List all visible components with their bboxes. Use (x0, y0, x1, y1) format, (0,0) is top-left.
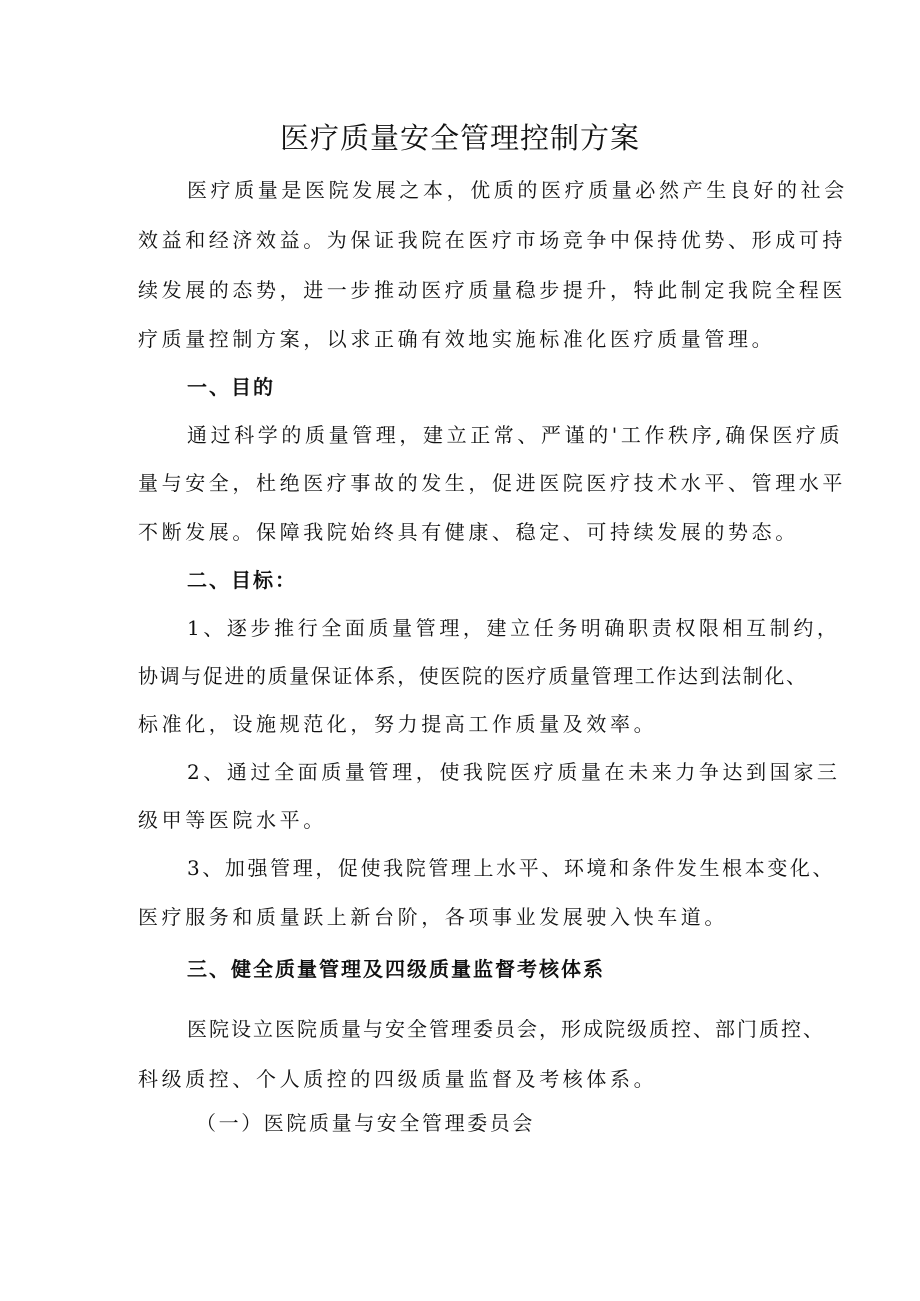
section-1-line-3: 不断发展。保障我院始终具有健康、稳定、可持续发展的势态。 (138, 520, 799, 544)
section-1-line-2: 量与安全，杜绝医疗事故的发生，促进医院医疗技术水平、管理水平 (138, 471, 846, 495)
intro-line-3: 续发展的态势，进一步推动医疗质量稳步提升，特此制定我院全程医 (138, 278, 846, 302)
section-2-item-1-line-2: 协调与促进的质量保证体系，使医院的医疗质量管理工作达到法制化、 (138, 664, 808, 688)
section-1-heading: 一、目的 (187, 375, 275, 399)
section-3-heading: 三、健全质量管理及四级质量监督考核体系 (187, 957, 605, 981)
intro-line-2: 效益和经济效益。为保证我院在医疗市场竞争中保持优势、形成可持 (138, 228, 846, 252)
section-2-item-2-line-2: 级甲等医院水平。 (138, 808, 327, 832)
intro-line-4: 疗质量控制方案，以求正确有效地实施标准化医疗质量管理。 (138, 327, 776, 351)
section-2-item-3-line-1: 3、加强管理，促使我院管理上水平、环境和条件发生根本变化、 (187, 856, 836, 880)
section-3-sub-1: （一）医院质量与安全管理委员会 (196, 1111, 535, 1135)
document-title: 医疗质量安全管理控制方案 (279, 121, 640, 155)
section-2-item-1-line-1: 1、逐步推行全面质量管理，建立任务明确职责权限相互制约， (187, 616, 841, 640)
section-1-line-1: 通过科学的质量管理，建立正常、严谨的'工作秩序,确保医疗质 (187, 423, 844, 447)
section-2-item-3-line-2: 医疗服务和质量跃上新台阶，各项事业发展驶入快车道。 (138, 905, 728, 929)
section-3-line-1: 医院设立医院质量与安全管理委员会，形成院级质控、部门质控、 (187, 1017, 825, 1041)
section-2-heading: 二、目标： (187, 568, 297, 592)
intro-line-1: 医疗质量是医院发展之本，优质的医疗质量必然产生良好的社会 (187, 178, 848, 202)
section-3-line-2: 科级质控、个人质控的四级质量监督及考核体系。 (138, 1067, 658, 1091)
section-2-item-1-line-3: 标准化，设施规范化，努力提高工作质量及效率。 (138, 712, 658, 736)
section-2-item-2-line-1: 2、通过全面质量管理，使我院医疗质量在未来力争达到国家三 (187, 760, 841, 784)
